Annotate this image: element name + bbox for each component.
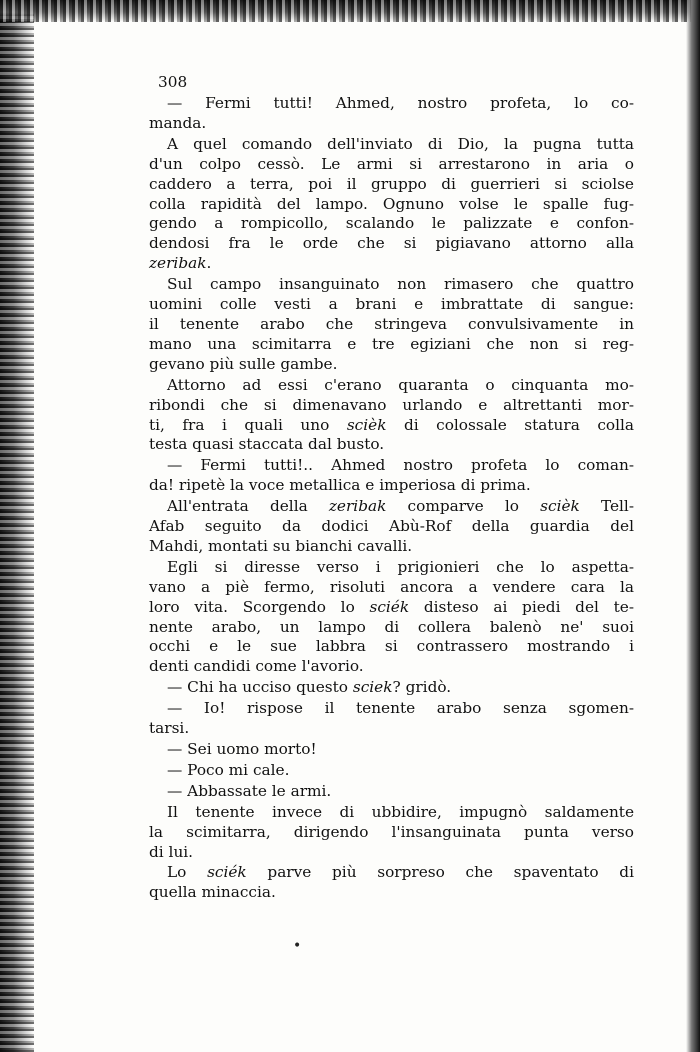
text-line: vano a piè fermo, risoluti ancora a vendere cara la — [149, 577, 634, 596]
text-line: Lo sciék parve più sorpreso che spaventato di — [167, 863, 634, 882]
text-line: quella minaccia. — [149, 883, 276, 902]
text-line: — Chi ha ucciso questo sciek? gridò. — [167, 678, 452, 697]
text-line: dendosi fra le orde che si pigiavano attorno alla — [149, 234, 634, 253]
paragraph — [149, 94, 634, 134]
text-line: il tenente arabo che stringeva convulsivamente in — [149, 314, 634, 333]
text-line: — Sei uomo morto! — [167, 740, 317, 758]
paragraph — [149, 740, 634, 760]
text-line: Afab seguito da dodici Abù-Rof della guardia del — [149, 517, 634, 536]
text-line: A quel comando dell'inviato di Dio, la pugna tutta — [167, 134, 634, 153]
text-line: Il tenente invece di ubbidire, impugnò saldamente — [167, 802, 634, 821]
text-line: — Poco mi cale. — [167, 760, 290, 779]
text-line: gendo a rompicollo, scalando le palizzate e confon- — [149, 214, 634, 233]
text-line: Attorno ad essi c'erano quaranta o cinquanta mo- — [167, 375, 634, 394]
text-line: ribondi che si dimenavano urlando e altrettanti mor- — [149, 395, 634, 414]
paragraph — [149, 135, 634, 274]
page-number: 308 — [158, 73, 188, 91]
text-line: la scimitarra, dirigendo l'insanguinata punta verso — [149, 822, 634, 841]
text-line: Mahdi, montati su bianchi cavalli. — [149, 536, 413, 555]
paragraph — [149, 803, 634, 863]
page-text — [149, 72, 634, 903]
text-line: nente arabo, un lampo di collera balenò ne' suoi — [149, 617, 634, 636]
scan-edge-right — [686, 0, 700, 1052]
text-line: caddero a terra, poi il gruppo di guerrieri si sciolse — [149, 174, 634, 193]
text-line: occhi e le sue labbra si contrassero mostrando i — [149, 637, 634, 656]
text-line: colla rapidità del lampo. Ognuno volse le spalle fug- — [149, 194, 634, 213]
paragraph — [149, 497, 634, 557]
text-line: manda. — [149, 113, 207, 132]
text-line: Sul campo insanguinato non rimasero che quattro — [167, 275, 634, 294]
text-line: da! ripetè la voce metallica e imperiosa di prima. — [149, 476, 531, 495]
paragraph — [149, 275, 634, 375]
scan-edge-left — [0, 0, 34, 1052]
paragraph — [149, 456, 634, 496]
end-ornament: • — [293, 938, 302, 954]
text-line: zeribak. — [149, 254, 212, 273]
text-line: mano una scimitarra e tre egiziani che non si reg- — [149, 334, 634, 353]
paragraph — [149, 761, 634, 781]
paragraph — [149, 678, 634, 698]
text-line: di lui. — [149, 842, 194, 861]
text-line: ti, fra i quali uno scièk di colossale statura colla — [149, 415, 634, 434]
text-line: loro vita. Scorgendo lo sciék disteso ai piedi del te- — [149, 597, 634, 616]
paragraph — [149, 376, 634, 456]
paragraph — [149, 782, 634, 802]
text-line: — Io! rispose il tenente arabo senza sgomen- — [167, 699, 634, 718]
paragraph — [149, 863, 634, 903]
paragraph — [149, 558, 634, 677]
paragraph — [149, 699, 634, 739]
text-line: — Abbassate le armi. — [167, 781, 332, 800]
text-line: tarsi. — [149, 719, 190, 738]
text-line: All'entrata della zeribak comparve lo scièk Tell- — [167, 497, 634, 516]
paragraph-list — [149, 94, 634, 903]
text-line: — Fermi tutti! Ahmed, nostro profeta, lo co- — [167, 94, 634, 112]
text-line: denti candidi come l'avorio. — [149, 657, 364, 676]
text-line: uomini colle vesti a brani e imbrattate di sangue: — [149, 295, 634, 314]
scan-edge-top — [0, 0, 700, 22]
text-line: — Fermi tutti!.. Ahmed nostro profeta lo coman- — [167, 456, 634, 475]
text-line: d'un colpo cessò. Le armi si arrestarono in aria o — [149, 154, 634, 173]
text-line: testa quasi staccata dal busto. — [149, 435, 385, 454]
text-line: Egli si diresse verso i prigionieri che lo aspetta- — [167, 557, 634, 576]
text-line: gevano più sulle gambe. — [149, 354, 338, 373]
